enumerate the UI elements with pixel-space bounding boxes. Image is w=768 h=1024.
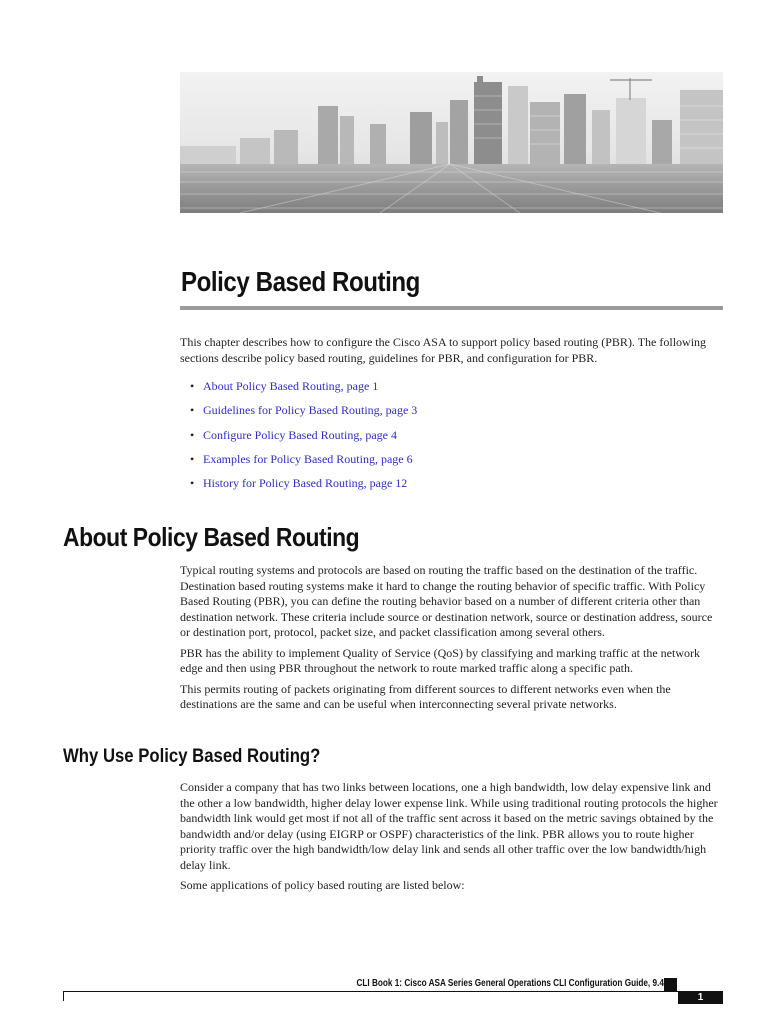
toc-link-about[interactable]: About Policy Based Routing, page 1 (203, 379, 379, 393)
footer-rule (63, 991, 679, 992)
toc-item[interactable] (190, 427, 417, 451)
about-section-body (180, 563, 723, 713)
why-section-body (180, 780, 723, 894)
toc-link-examples[interactable]: Examples for Policy Based Routing, page 6 (203, 451, 413, 466)
why-paragraph-1: Consider a company that has two links between locations, one a high bandwidth, low delay expensive link and the other a low bandwidth, higher delay lower expense link. While using traditional routing protocols the higher bandwidth link would get most if not all of the traffic sent across it based on the metric savings obtained by the bandwidth and/or delay (using EIGRP or OSPF) characteristics of the link. PBR allows you to route higher priority traffic over the high bandwidth/low delay link and sends all other traffic over the low bandwidth/high delay link. (180, 780, 718, 872)
about-paragraph-2: PBR has the ability to implement Quality of Service (QoS) by classifying and marking traffic at the network edge and then using PBR throughout the network to route marked traffic along a specific path. (180, 645, 701, 675)
footer-rule-tick (63, 991, 64, 1001)
bullet-icon: • (190, 403, 195, 418)
toc-item[interactable] (190, 475, 417, 499)
footer-marker (664, 978, 677, 992)
title-rule (180, 306, 723, 310)
toc-link-history[interactable]: History for Policy Based Routing, page 12 (203, 476, 408, 491)
bullet-icon: • (190, 451, 195, 466)
bullet-icon: • (190, 379, 195, 393)
toc-item[interactable] (190, 378, 417, 402)
bullet-icon: • (190, 427, 195, 442)
about-paragraph-3: This permits routing of packets originating from different sources to different networks even when the destinations are the same and can be useful when interconnecting several private networks. (180, 681, 671, 711)
chapter-toc (190, 378, 417, 499)
chapter-title: Policy Based Routing (181, 266, 420, 297)
toc-link-configure[interactable]: Configure Policy Based Routing, page 4 (203, 427, 397, 442)
about-paragraph-1: Typical routing systems and protocols are based on routing the traffic based on the destination of the traffic. Destination based routing systems make it hard to change the routing behavior of specific traffic. With Policy Based Routing (PBR), you can define the routing behavior based on a number of different criteria other than destination network. These criteria include source or destination network, source or destination address, source or destination port, protocol, packet size, and packet classification among several others. (180, 563, 713, 639)
chapter-intro-text: This chapter describes how to configure the Cisco ASA to support policy based routing (PBR). The following sections describe policy based routing, guidelines for PBR, and configuration for PBR. (180, 335, 707, 365)
toc-item[interactable] (190, 402, 417, 426)
why-paragraph-2: Some applications of policy based routing are listed below: (180, 878, 465, 892)
toc-link-guidelines[interactable]: Guidelines for Policy Based Routing, page 3 (203, 403, 418, 418)
chapter-intro (180, 335, 723, 366)
chapter-hero-image (180, 72, 723, 213)
section-heading-why: Why Use Policy Based Routing? (63, 746, 321, 767)
footer-book-title: CLI Book 1: Cisco ASA Series General Operations CLI Configuration Guide, 9.4 (356, 978, 664, 989)
page-number: 1 (678, 991, 723, 1004)
bullet-icon: • (190, 476, 195, 491)
toc-item[interactable] (190, 451, 417, 475)
section-heading-about: About Policy Based Routing (63, 522, 360, 552)
